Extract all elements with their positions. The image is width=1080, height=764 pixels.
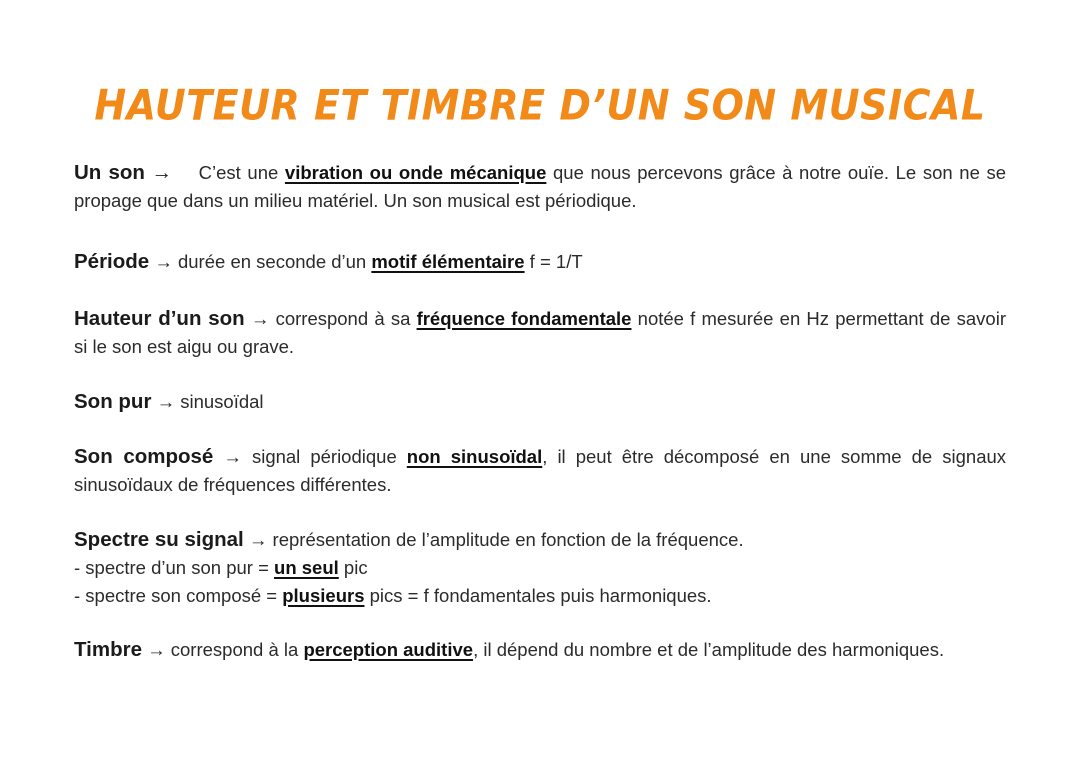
section-un-son [74, 159, 1006, 215]
text-before: durée en seconde d’un [177, 251, 372, 272]
spectre-heading [74, 526, 1006, 554]
arrow-icon: → [154, 251, 173, 272]
keyword-un-seul: un seul [274, 557, 339, 578]
keyword-vibration: vibration ou onde mécanique [284, 162, 547, 183]
arrow-icon: → [147, 639, 166, 660]
term-un-son: Un son [74, 161, 145, 184]
arrow-icon: → [151, 161, 173, 184]
page-title: HAUTEUR ET TIMBRE D’UN SON MUSICAL [94, 80, 986, 130]
text-before: - spectre d’un son pur = [74, 557, 275, 578]
text-after: que nous percevons grâce à notre ouïe. Le son ne se propage que dans un milieu matériel. Un son musical est périodique. [74, 162, 1007, 211]
term-hauteur: Hauteur d’un son [74, 307, 245, 330]
section-hauteur [74, 305, 1006, 361]
arrow-icon: → [223, 446, 242, 467]
arrow-icon: → [250, 308, 270, 329]
text-after: notée f mesurée en Hz permettant de savoir si le son est aigu ou grave. [74, 308, 1006, 357]
text-after: pic [338, 557, 368, 578]
keyword-motif: motif élémentaire [371, 251, 525, 272]
text-before: C’est une [198, 162, 285, 183]
section-timbre [74, 636, 1006, 664]
text: sinusoïdal [180, 391, 264, 412]
keyword-perception: perception auditive [303, 639, 474, 660]
section-spectre [74, 526, 1006, 610]
keyword-plusieurs: plusieurs [282, 585, 365, 606]
keyword-frequence: fréquence fondamentale [416, 308, 632, 329]
text-after: f = 1/T [524, 251, 583, 272]
keyword-non-sinusoidal: non sinusoïdal [406, 446, 543, 467]
term-periode: Période [74, 250, 150, 273]
spectre-line-compose [74, 582, 1006, 610]
spectre-line-pur [74, 554, 1006, 582]
text: représentation de l’amplitude en fonction de la fréquence. [272, 529, 744, 550]
section-son-pur [74, 388, 1006, 416]
text-before: correspond à la [170, 639, 304, 660]
arrow-icon: → [156, 391, 176, 412]
term-son-pur: Son pur [74, 390, 152, 413]
term-son-compose: Son composé [74, 445, 214, 468]
arrow-icon: → [248, 529, 268, 550]
text-before: - spectre son composé = [74, 585, 283, 606]
term-timbre: Timbre [74, 638, 142, 661]
text-before: correspond à sa [275, 308, 417, 329]
section-periode [74, 248, 1006, 276]
section-son-compose [74, 443, 1006, 499]
term-spectre: Spectre su signal [74, 528, 244, 551]
text-after: pics = f fondamentales puis harmoniques. [364, 585, 712, 606]
text-after: , il peut être décomposé en une somme de signaux sinusoïdaux de fréquences différentes. [74, 446, 1007, 495]
text-after: , il dépend du nombre et de l’amplitude des harmoniques. [473, 639, 945, 660]
text-before: signal périodique [251, 446, 407, 467]
